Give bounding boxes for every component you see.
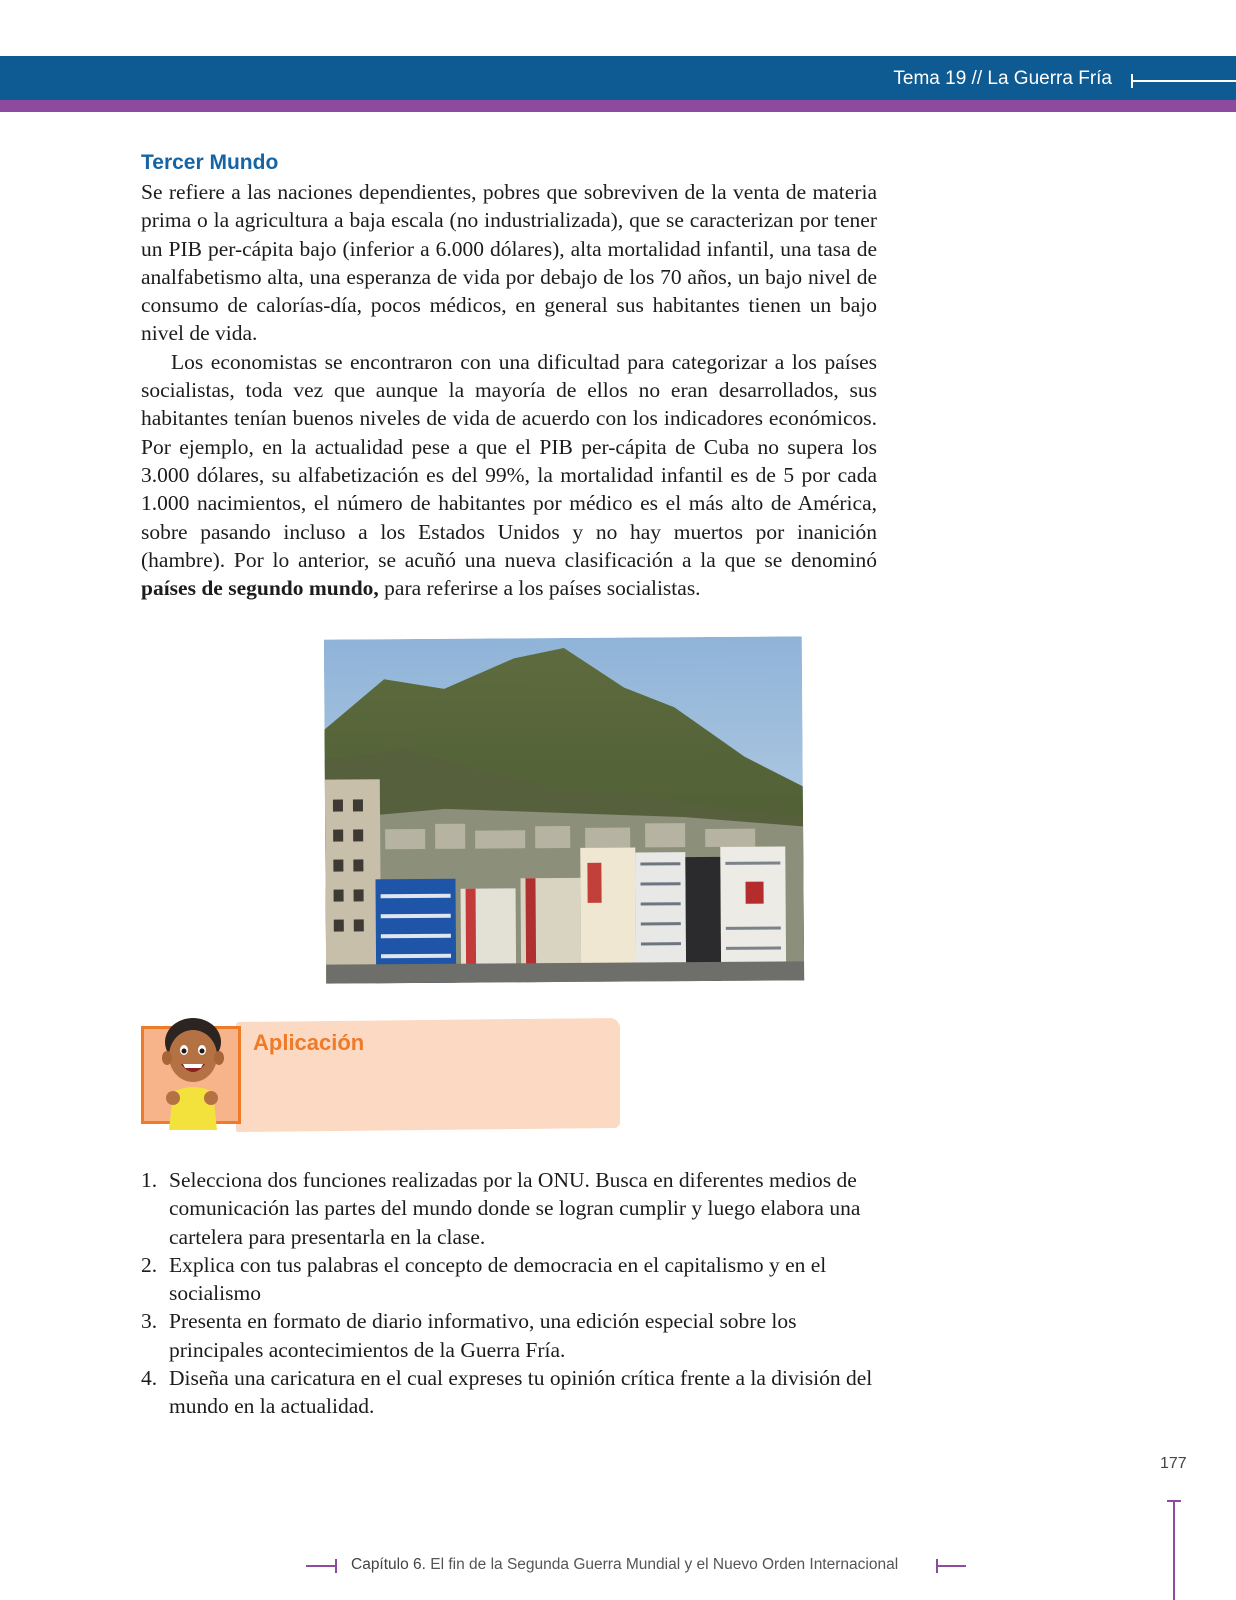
footer-chapter [351, 1556, 898, 1574]
item-text: Selecciona dos funciones realizadas por la ONU. Busca en diferentes medios de comunicación las partes del mundo donde se logran cumplir y luego elabora una cartelera para presentarla en la clase. [169, 1168, 861, 1249]
list-item [141, 1166, 876, 1251]
chapter-title: El fin de la Segunda Guerra Mundial y el Nuevo Orden Internacional [425, 1556, 899, 1573]
chapter-label: Capítulo 6. [351, 1556, 426, 1573]
list-item [141, 1307, 876, 1364]
paragraph-text: para referirse a los países socialistas. [378, 576, 701, 601]
footer-rule-right [936, 1565, 966, 1567]
key-term: países de segundo mundo, [141, 576, 379, 601]
main-content [141, 150, 877, 602]
activities-list [141, 1166, 876, 1421]
item-text: Diseña una caricatura en el cual expreses tu opinión crítica frente a la división del mundo en la actualidad. [169, 1366, 873, 1419]
section-heading: Tercer Mundo [141, 151, 279, 174]
item-number: 1. [141, 1168, 158, 1192]
item-number: 2. [141, 1252, 158, 1277]
item-number: 3. [141, 1309, 158, 1334]
footer-rule-left [306, 1565, 336, 1567]
header-rule [1131, 80, 1236, 82]
header-stripe [0, 100, 1236, 112]
list-item [141, 1364, 876, 1421]
item-text: Explica con tus palabras el concepto de democracia en el capitalismo y en el socialismo [169, 1252, 827, 1306]
item-number: 4. [141, 1366, 158, 1391]
chapter-topic-title: Tema 19 // La Guerra Fría [893, 68, 1112, 89]
margin-rule [1173, 1500, 1175, 1600]
footer [306, 1553, 966, 1579]
page-number: 177 [1160, 1455, 1187, 1472]
list-item [141, 1251, 876, 1308]
city-photo [324, 636, 804, 983]
footer-rule-tick-left [335, 1559, 337, 1573]
paragraph-tercer-mundo: Se refiere a las naciones dependientes, pobres que sobreviven de la venta de materia prima o la agricultura a baja escala (no industrializada), que se caracterizan por tener un PIB per-cápita bajo (inferior a 6.000 dólares), alta mortalidad infantil, una tasa de analfabetismo alta, una esperanza de vida por debajo de los 70 años, un bajo nivel de consumo de calorías-día, pocos médicos, en general sus habitantes tienen un bajo nivel de vida. [141, 180, 877, 346]
item-text: Presenta en formato de diario informativo, una edición especial sobre los principales acontecimientos de la Guerra Fría. [169, 1309, 797, 1362]
student-avatar-icon [145, 1012, 241, 1132]
aplicacion-title: Aplicación [253, 1030, 365, 1055]
paragraph-text: Los economistas se encontraron con una dificultad para categorizar a los países socialistas, toda vez que aunque la mayoría de ellos no eran desarrollados, sus habitantes tenían buenos niveles de vida de acuerdo con los indicadores económicos. Por ejemplo, en la actualidad pese a que el PIB per-cápita de Cuba no supera los 3.000 dólares, su alfabetización es del 99%, la mortalidad infantil es de 5 por cada 1.000 nacimientos, el número de habitantes por médico es el más alto de América, sobre pasando incluso a los Estados Unidos y no hay muertos por inanición (hambre). Por lo anterior, se acuñó una nueva clasificación a la que se denominó [141, 349, 877, 572]
paragraph-segundo-mundo [141, 348, 877, 603]
